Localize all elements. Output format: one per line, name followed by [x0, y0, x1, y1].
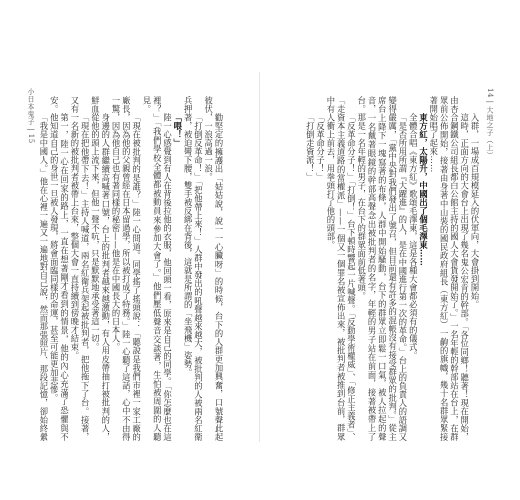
paragraph: 「我是中國人。」他在心裡一遍又一遍地對自己說，然而那張照片、那段記憶，卻始終縈: [38, 112, 49, 441]
paragraph: 「喂！」: [172, 112, 183, 147]
paragraph: 陸一心感覺到有人在背後拉他的衣服，他回頭一看，原來是自己的同學。「你怎麼也在這裡？」「我們學校全體都被動員來參加大會了。」他們壓低聲音交談著，生怕被周圍的人聽見。: [141, 96, 173, 441]
paragraph: 入群，一場成百規模延入的伏軍向，大會掛到開始。: [470, 112, 480, 309]
paragraph: 身邊的人群繼續高喊著口號，台上的批判者越來越激動，有人用皮帶抽打被批判的人，鮮血從他的頭上流下來，但他一聲不吭，只是默默地承受著這一切。: [90, 96, 111, 441]
paragraph: 「現在被批判的是誰？」陸一心問道。同學搖了搖頭說：「聽說是我們市裡一家工廠的廠長，因為他的父親曾經在日本留過學，所以被打成了特務。」陸一心聽了這話，心中不由得一驚，因為他自己也有著同樣的秘密——他是在中國長大的日本人。: [111, 96, 142, 441]
left-text-block: [38, 96, 224, 441]
right-text-block: [276, 96, 480, 441]
paragraph: 勸堅定的擁護出「姑姑說，說一一心臟呀」的時候，台下的人群更加興奮，口號聲此起彼伏，一浪高過一浪。: [203, 96, 224, 441]
paragraph: 「反革命分子！」: [315, 112, 326, 181]
paragraph: 「打倒走資派！」: [305, 112, 316, 181]
right-running-head: 14 | 大地之子（上）: [486, 88, 494, 159]
paragraph: 這時，正面方向的大會台上出現了幾名鬼公宏肯的幹部。「各位同鄉！聽著！現在開始，由杏合鋼鐵公司組長都白公館主持的國人大會貨發開始了。」一名年輕的幹部站在台上，在群眾前公佈開始，接著由身著中山裝的國民政府組長（東方紅）一齣的旗幟，幾十名群眾緊接著開始唱了起來……: [428, 96, 470, 441]
paragraph: 第一，陸一心在回家的路上，一直在想著剛才看到的情景，他的內心充滿了恐懼與不安。他知道自己的身世一旦被人發現，將會面臨同樣的命運，甚至可能更加悲慘。: [49, 96, 70, 441]
right-page: [260, 0, 520, 500]
paragraph: 東方紅，太陽升，中國出了個毛澤東……: [418, 112, 429, 266]
paragraph: 全體合唱《東方紅》歌頌毛澤東，這是各種大會都必須有的儀式。: [408, 112, 419, 360]
paragraph: 「反革命分子！」「打倒！」台下頓時響起一片喊聲。「反動學術權威」、「修正主義者」、「走資本主義道路的當權派」——一個又一個罪名被宣佈出來，被批判者被推到台前，群眾中有人衝上前去，用拳頭打了他的頭部。: [325, 96, 357, 441]
paragraph: 「打倒反革命！」「把他帶上來！」人群中發出的吼聲越來越大，被批判的人被兩名紅衛兵押著，被迫彎下腰，雙手被反綁在背後，這就是所謂的「坐飛機」姿勢。: [183, 96, 204, 441]
paragraph: 「是否所用所謂『大躍進』的人，是在中國進行第一次的革命。」台上的負責人的語調又變得嚴厲，「黨中央對我們發出了號召，但目前還有許多的混帳沒有接受群眾的批判。」從主席台上降下一塊寫著的布條，人群中開始騷動，台下的群眾立即鬆一口氣，被人拉起的聲音，一名戴著眼鏡的幹部高聲念出被批判者的名字，年輕的男子站在前面，接著被帶上了台。那是一名年輕的男子，在台下的群眾面前低著頭。: [356, 96, 408, 441]
left-running-head: 小日本鬼子 | 15: [27, 88, 35, 144]
paragraph: 「現在把他帶下去！」主持人喊道，兩名紅衛兵架起被批判者，把他拖下了台。接著，又有一名新的被批判者被帶上台來，整個大會一直持續到傍晚才結束。: [69, 96, 91, 441]
